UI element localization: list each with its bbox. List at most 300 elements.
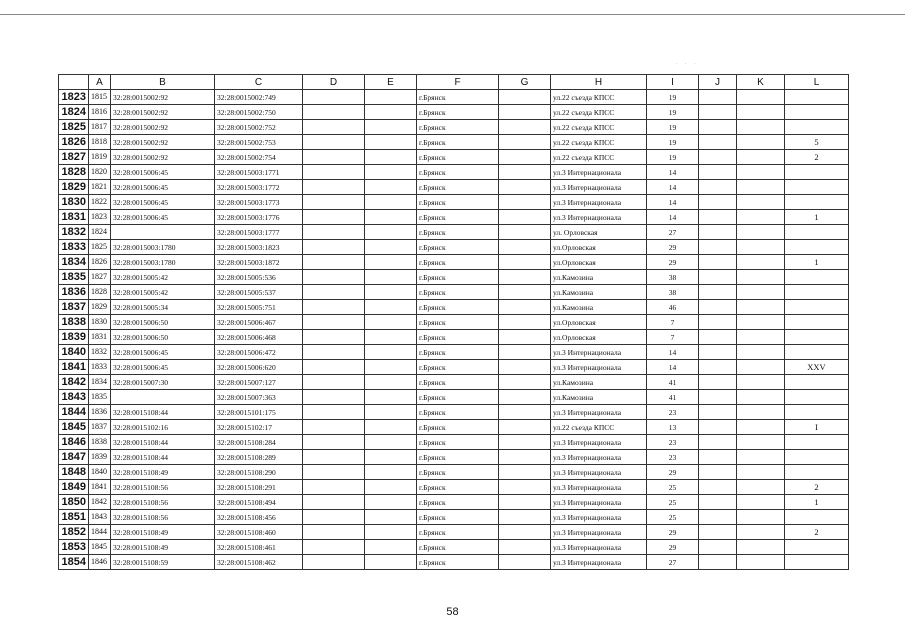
cell-k — [737, 375, 785, 390]
cell-i: 29 — [647, 465, 699, 480]
cell-g — [499, 375, 551, 390]
table-row — [59, 540, 849, 555]
cell-h: ул.Орловская — [551, 240, 647, 255]
cell-j — [699, 150, 737, 165]
cell-a: 1840 — [89, 465, 111, 480]
cell-k — [737, 480, 785, 495]
cell-g — [499, 195, 551, 210]
cell-a: 1836 — [89, 405, 111, 420]
cell-a: 1835 — [89, 390, 111, 405]
cell-h: ул.3 Интернационала — [551, 495, 647, 510]
column-header-b: B — [111, 75, 215, 90]
cell-i: 14 — [647, 210, 699, 225]
row-number-cell: 1829 — [59, 180, 89, 195]
cell-l: 5 — [785, 135, 849, 150]
cell-g — [499, 390, 551, 405]
cell-a: 1818 — [89, 135, 111, 150]
cell-g — [499, 360, 551, 375]
cell-k — [737, 450, 785, 465]
table-row — [59, 420, 849, 435]
cell-k — [737, 180, 785, 195]
cell-c: 32:28:0015108:461 — [215, 540, 303, 555]
cell-c: 32:28:0015002:750 — [215, 105, 303, 120]
cell-a: 1841 — [89, 480, 111, 495]
cell-g — [499, 285, 551, 300]
cell-b: 32:28:0015006:50 — [111, 330, 215, 345]
cell-a: 1823 — [89, 210, 111, 225]
column-header-k: K — [737, 75, 785, 90]
cell-l: 1 — [785, 210, 849, 225]
table-row — [59, 270, 849, 285]
cell-d — [303, 315, 365, 330]
cell-l — [785, 465, 849, 480]
table-row — [59, 165, 849, 180]
cell-i: 23 — [647, 450, 699, 465]
cell-c: 32:28:0015006:467 — [215, 315, 303, 330]
cell-f: г.Брянск — [417, 330, 499, 345]
row-number-cell: 1839 — [59, 330, 89, 345]
cell-i: 25 — [647, 495, 699, 510]
row-number-cell: 1833 — [59, 240, 89, 255]
row-number-cell: 1823 — [59, 90, 89, 105]
cell-b: 32:28:0015006:45 — [111, 210, 215, 225]
cell-g — [499, 120, 551, 135]
cell-f: г.Брянск — [417, 405, 499, 420]
cell-e — [365, 420, 417, 435]
table-row — [59, 210, 849, 225]
table-row — [59, 285, 849, 300]
cell-i: 19 — [647, 105, 699, 120]
cell-h: ул.22 съезда КПСС — [551, 135, 647, 150]
row-number-cell: 1828 — [59, 165, 89, 180]
cell-f: г.Брянск — [417, 315, 499, 330]
table-row — [59, 480, 849, 495]
cell-a: 1839 — [89, 450, 111, 465]
cell-c: 32:28:0015102:17 — [215, 420, 303, 435]
cell-h: ул.Камозина — [551, 270, 647, 285]
row-number-cell: 1832 — [59, 225, 89, 240]
cell-l — [785, 315, 849, 330]
cell-d — [303, 240, 365, 255]
cell-j — [699, 540, 737, 555]
cell-g — [499, 180, 551, 195]
cell-d — [303, 405, 365, 420]
cell-h: ул.Камозина — [551, 390, 647, 405]
table-row — [59, 90, 849, 105]
cell-b: 32:28:0015002:92 — [111, 135, 215, 150]
cell-l — [785, 300, 849, 315]
cell-g — [499, 480, 551, 495]
cell-e — [365, 375, 417, 390]
cell-h: ул.Орловская — [551, 255, 647, 270]
cell-b: 32:28:0015006:45 — [111, 345, 215, 360]
cell-a: 1846 — [89, 555, 111, 570]
table-row — [59, 105, 849, 120]
cell-i: 38 — [647, 285, 699, 300]
cell-j — [699, 420, 737, 435]
cell-l: 2 — [785, 480, 849, 495]
cell-l — [785, 345, 849, 360]
cell-f: г.Брянск — [417, 555, 499, 570]
cell-h: ул.22 съезда КПСС — [551, 420, 647, 435]
cell-c: 32:28:0015006:620 — [215, 360, 303, 375]
cell-a: 1829 — [89, 300, 111, 315]
cell-k — [737, 225, 785, 240]
cell-i: 19 — [647, 90, 699, 105]
cell-b: 32:28:0015108:44 — [111, 405, 215, 420]
cell-c: 32:28:0015003:1771 — [215, 165, 303, 180]
cell-d — [303, 450, 365, 465]
row-number-cell: 1846 — [59, 435, 89, 450]
cell-g — [499, 465, 551, 480]
cell-b: 32:28:0015003:1780 — [111, 240, 215, 255]
cell-d — [303, 150, 365, 165]
cell-c: 32:28:0015002:752 — [215, 120, 303, 135]
cell-l: 1 — [785, 495, 849, 510]
cell-l: I — [785, 420, 849, 435]
table-row — [59, 255, 849, 270]
cell-c: 32:28:0015007:127 — [215, 375, 303, 390]
cell-h: ул.22 съезда КПСС — [551, 105, 647, 120]
cell-g — [499, 510, 551, 525]
cell-f: г.Брянск — [417, 165, 499, 180]
cell-j — [699, 435, 737, 450]
cell-h: ул.3 Интернационала — [551, 510, 647, 525]
column-header-f: F — [417, 75, 499, 90]
cell-l — [785, 180, 849, 195]
row-number-cell: 1834 — [59, 255, 89, 270]
cell-l: 1 — [785, 255, 849, 270]
cell-k — [737, 150, 785, 165]
cell-l — [785, 270, 849, 285]
table-row — [59, 405, 849, 420]
row-number-cell: 1826 — [59, 135, 89, 150]
row-number-cell: 1854 — [59, 555, 89, 570]
cell-k — [737, 540, 785, 555]
cell-g — [499, 315, 551, 330]
cell-f: г.Брянск — [417, 150, 499, 165]
cell-j — [699, 270, 737, 285]
cell-e — [365, 465, 417, 480]
cell-j — [699, 120, 737, 135]
cell-b: 32:28:0015005:42 — [111, 270, 215, 285]
cell-g — [499, 405, 551, 420]
cell-l — [785, 165, 849, 180]
cell-i: 23 — [647, 405, 699, 420]
cell-e — [365, 300, 417, 315]
cell-f: г.Брянск — [417, 480, 499, 495]
column-header-row — [59, 75, 849, 90]
cell-g — [499, 420, 551, 435]
cell-l — [785, 105, 849, 120]
cell-d — [303, 465, 365, 480]
cell-g — [499, 495, 551, 510]
cell-f: г.Брянск — [417, 435, 499, 450]
cell-i: 29 — [647, 240, 699, 255]
cell-i: 13 — [647, 420, 699, 435]
cell-d — [303, 555, 365, 570]
cell-e — [365, 225, 417, 240]
cell-i: 27 — [647, 555, 699, 570]
cell-a: 1817 — [89, 120, 111, 135]
table-row — [59, 510, 849, 525]
cell-b: 32:28:0015002:92 — [111, 150, 215, 165]
cell-g — [499, 270, 551, 285]
cell-d — [303, 210, 365, 225]
cell-c: 32:28:0015003:1777 — [215, 225, 303, 240]
cell-f: г.Брянск — [417, 420, 499, 435]
cell-k — [737, 495, 785, 510]
cell-c: 32:28:0015108:284 — [215, 435, 303, 450]
cell-i: 7 — [647, 315, 699, 330]
cell-a: 1827 — [89, 270, 111, 285]
cell-c: 32:28:0015003:1872 — [215, 255, 303, 270]
cell-e — [365, 210, 417, 225]
row-number-cell: 1836 — [59, 285, 89, 300]
cell-g — [499, 255, 551, 270]
row-number-cell: 1845 — [59, 420, 89, 435]
cell-g — [499, 555, 551, 570]
cell-e — [365, 240, 417, 255]
cell-b: 32:28:0015108:56 — [111, 510, 215, 525]
cell-e — [365, 480, 417, 495]
cell-i: 14 — [647, 165, 699, 180]
cell-c: 32:28:0015108:462 — [215, 555, 303, 570]
cell-f: г.Брянск — [417, 210, 499, 225]
cell-b: 32:28:0015108:56 — [111, 495, 215, 510]
cell-d — [303, 360, 365, 375]
cell-a: 1819 — [89, 150, 111, 165]
cell-g — [499, 435, 551, 450]
cell-k — [737, 420, 785, 435]
cell-e — [365, 120, 417, 135]
cell-l — [785, 375, 849, 390]
cell-c: 32:28:0015108:456 — [215, 510, 303, 525]
cell-b: 32:28:0015003:1780 — [111, 255, 215, 270]
cell-k — [737, 135, 785, 150]
column-header-j: J — [699, 75, 737, 90]
cell-j — [699, 195, 737, 210]
cell-l — [785, 435, 849, 450]
cell-e — [365, 330, 417, 345]
cell-c: 32:28:0015108:289 — [215, 450, 303, 465]
cell-j — [699, 465, 737, 480]
cell-a: 1834 — [89, 375, 111, 390]
cell-g — [499, 135, 551, 150]
cell-c: 32:28:0015002:753 — [215, 135, 303, 150]
column-header-h: H — [551, 75, 647, 90]
cell-f: г.Брянск — [417, 300, 499, 315]
cell-a: 1832 — [89, 345, 111, 360]
cell-k — [737, 255, 785, 270]
cell-g — [499, 540, 551, 555]
cell-h: ул.Камозина — [551, 285, 647, 300]
cell-h: ул.22 съезда КПСС — [551, 150, 647, 165]
cell-c: 32:28:0015003:1823 — [215, 240, 303, 255]
cell-b — [111, 390, 215, 405]
cell-k — [737, 105, 785, 120]
cell-b: 32:28:0015007:30 — [111, 375, 215, 390]
cell-b: 32:28:0015002:92 — [111, 120, 215, 135]
cell-a: 1816 — [89, 105, 111, 120]
table-row — [59, 195, 849, 210]
cell-c: 32:28:0015002:749 — [215, 90, 303, 105]
cell-i: 25 — [647, 510, 699, 525]
cell-a: 1842 — [89, 495, 111, 510]
row-number-cell: 1851 — [59, 510, 89, 525]
cell-a: 1821 — [89, 180, 111, 195]
cell-j — [699, 135, 737, 150]
cell-l: 2 — [785, 150, 849, 165]
cell-b: 32:28:0015006:45 — [111, 180, 215, 195]
cell-a: 1826 — [89, 255, 111, 270]
table-row — [59, 435, 849, 450]
table-row — [59, 345, 849, 360]
cell-i: 14 — [647, 345, 699, 360]
cell-d — [303, 255, 365, 270]
cell-i: 23 — [647, 435, 699, 450]
cell-i: 7 — [647, 330, 699, 345]
cell-d — [303, 540, 365, 555]
cell-j — [699, 480, 737, 495]
cell-f: г.Брянск — [417, 450, 499, 465]
cell-h: ул.22 съезда КПСС — [551, 120, 647, 135]
cell-a: 1824 — [89, 225, 111, 240]
cell-l — [785, 240, 849, 255]
cell-e — [365, 105, 417, 120]
cell-b — [111, 225, 215, 240]
cell-e — [365, 510, 417, 525]
cell-b: 32:28:0015108:44 — [111, 435, 215, 450]
cell-f: г.Брянск — [417, 255, 499, 270]
cell-a: 1844 — [89, 525, 111, 540]
cell-h: ул.3 Интернационала — [551, 525, 647, 540]
cell-i: 27 — [647, 225, 699, 240]
cell-k — [737, 345, 785, 360]
cell-b: 32:28:0015108:49 — [111, 465, 215, 480]
cell-d — [303, 300, 365, 315]
table-row — [59, 120, 849, 135]
column-header-c: C — [215, 75, 303, 90]
cell-k — [737, 435, 785, 450]
cell-j — [699, 510, 737, 525]
cell-k — [737, 330, 785, 345]
cell-g — [499, 105, 551, 120]
cell-d — [303, 195, 365, 210]
cell-i: 14 — [647, 180, 699, 195]
cell-f: г.Брянск — [417, 495, 499, 510]
cell-i: 25 — [647, 480, 699, 495]
cell-b: 32:28:0015108:44 — [111, 450, 215, 465]
cell-j — [699, 390, 737, 405]
row-number-cell: 1852 — [59, 525, 89, 540]
cell-c: 32:28:0015108:460 — [215, 525, 303, 540]
cell-d — [303, 270, 365, 285]
page-number: 58 — [446, 606, 459, 618]
cell-h: ул.3 Интернационала — [551, 180, 647, 195]
cell-e — [365, 450, 417, 465]
cell-f: г.Брянск — [417, 120, 499, 135]
cell-e — [365, 90, 417, 105]
cell-f: г.Брянск — [417, 180, 499, 195]
cell-g — [499, 300, 551, 315]
cell-l — [785, 555, 849, 570]
cell-l — [785, 120, 849, 135]
table-row — [59, 240, 849, 255]
cell-f: г.Брянск — [417, 540, 499, 555]
cell-i: 14 — [647, 360, 699, 375]
cell-f: г.Брянск — [417, 510, 499, 525]
row-number-cell: 1850 — [59, 495, 89, 510]
table-row — [59, 315, 849, 330]
cell-j — [699, 450, 737, 465]
row-number-cell: 1830 — [59, 195, 89, 210]
cell-l — [785, 225, 849, 240]
cell-j — [699, 210, 737, 225]
cell-l — [785, 510, 849, 525]
cell-a: 1830 — [89, 315, 111, 330]
cell-j — [699, 345, 737, 360]
cell-c: 32:28:0015108:290 — [215, 465, 303, 480]
cell-e — [365, 345, 417, 360]
row-number-cell: 1831 — [59, 210, 89, 225]
cell-j — [699, 315, 737, 330]
cell-j — [699, 300, 737, 315]
cell-h: ул.3 Интернационала — [551, 165, 647, 180]
cell-c: 32:28:0015108:494 — [215, 495, 303, 510]
cell-i: 19 — [647, 135, 699, 150]
top-divider — [0, 14, 905, 15]
cell-j — [699, 495, 737, 510]
table-row — [59, 330, 849, 345]
cell-e — [365, 525, 417, 540]
table-row — [59, 300, 849, 315]
cell-j — [699, 255, 737, 270]
row-number-cell: 1835 — [59, 270, 89, 285]
table-row — [59, 390, 849, 405]
cell-e — [365, 540, 417, 555]
cell-b: 32:28:0015108:49 — [111, 525, 215, 540]
cell-l — [785, 405, 849, 420]
cell-i: 29 — [647, 525, 699, 540]
cell-j — [699, 105, 737, 120]
cell-h: ул.3 Интернационала — [551, 540, 647, 555]
cell-l — [785, 540, 849, 555]
cell-d — [303, 345, 365, 360]
cell-k — [737, 315, 785, 330]
cell-k — [737, 210, 785, 225]
cell-a: 1831 — [89, 330, 111, 345]
cell-b: 32:28:0015006:50 — [111, 315, 215, 330]
cell-h: ул.3 Интернационала — [551, 555, 647, 570]
row-number-cell: 1841 — [59, 360, 89, 375]
cell-g — [499, 210, 551, 225]
cell-h: ул.3 Интернационала — [551, 435, 647, 450]
cell-j — [699, 525, 737, 540]
cell-i: 29 — [647, 255, 699, 270]
cell-e — [365, 180, 417, 195]
table-row — [59, 555, 849, 570]
cell-h: ул.3 Интернационала — [551, 450, 647, 465]
table-row — [59, 375, 849, 390]
cell-k — [737, 465, 785, 480]
cell-g — [499, 150, 551, 165]
cell-k — [737, 90, 785, 105]
cell-h: ул.22 съезда КПСС — [551, 90, 647, 105]
row-number-cell: 1825 — [59, 120, 89, 135]
cell-b: 32:28:0015002:92 — [111, 105, 215, 120]
cell-g — [499, 225, 551, 240]
